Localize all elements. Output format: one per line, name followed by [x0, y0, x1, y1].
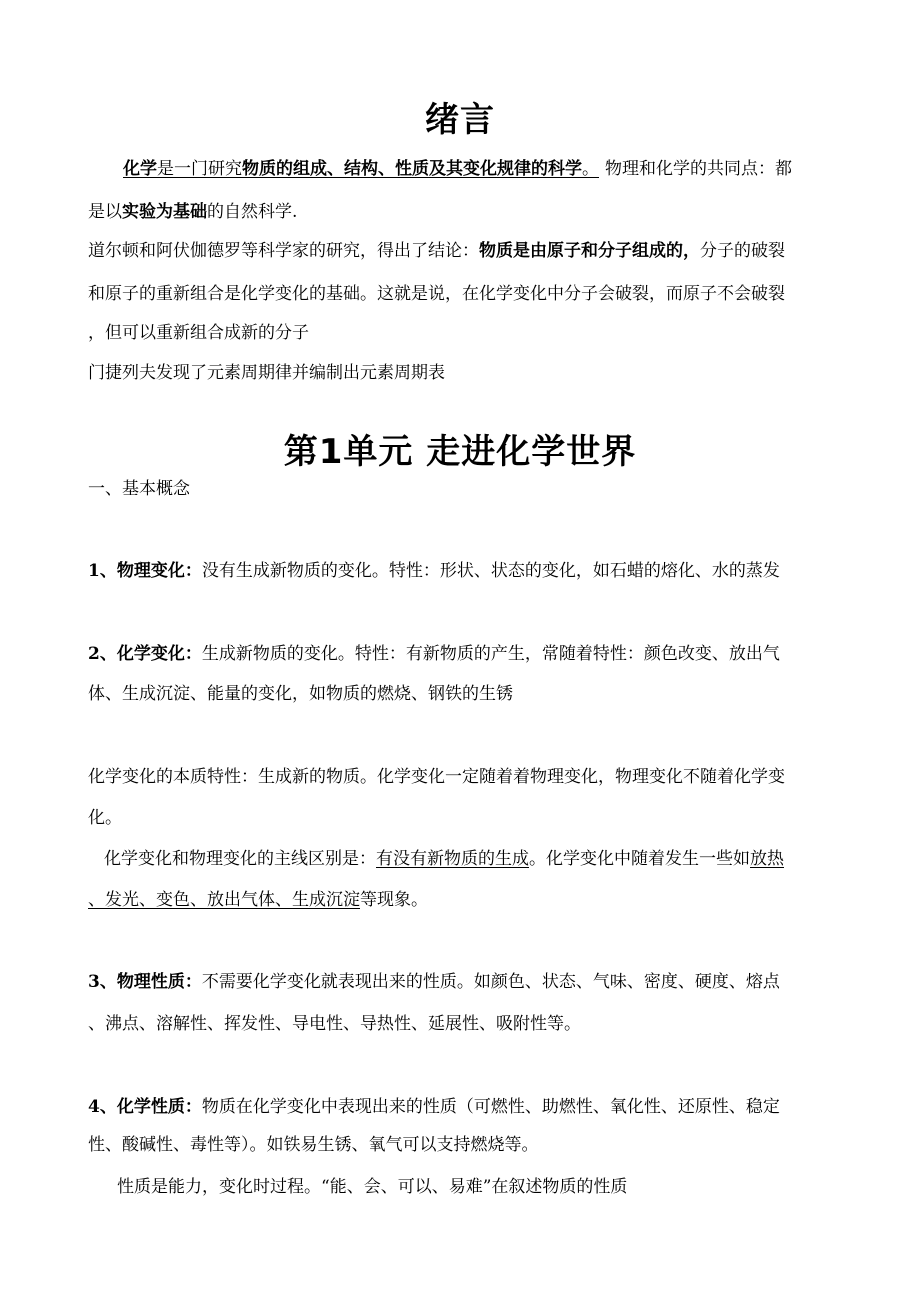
essence-line-1: 化学变化的本质特性：生成新的物质。化学变化一定随着着物理变化，物理变化不随着化学变 [88, 767, 785, 787]
intro-paragraph-2-line-2: 和原子的重新组合是化学变化的基础。这就是说，在化学变化中分子会破裂，而原子不会破裂 [88, 284, 785, 304]
phenomena-underlined-2: 、发光、变色、放出气体、生成沉淀 [88, 890, 360, 910]
atom-molecule-conclusion: 物质是由原子和分子组成的， [479, 241, 700, 261]
phenomena-underlined: 放热 [750, 849, 784, 869]
item-chemical-change-line-2: 体、生成沉淀、能量的变化，如物质的燃烧、钢铁的生锈 [88, 684, 513, 704]
text-span: 化学变化和物理变化的主线区别是： [104, 849, 376, 869]
essence-line-2: 化。 [88, 808, 122, 828]
text-span: 物质在化学变化中表现出来的性质（可燃性、助燃性、氧化性、还原性、稳定 [201, 1097, 780, 1117]
intro-title: 绪言 [425, 100, 495, 140]
property-note: 性质是能力，变化时过程。“能、会、可以、易难”在叙述物质的性质 [117, 1177, 628, 1197]
text-span: 。化学变化中随着发生一些如 [529, 849, 750, 869]
definition-end: 。 [582, 159, 599, 179]
item-physical-property-line-2: 、沸点、溶解性、挥发性、导电性、导热性、延展性、吸附性等。 [88, 1014, 581, 1034]
unit1-title: 第1单元 走进化学世界 [283, 432, 637, 472]
item-chemical-property-line-2: 性、酸碱性、毒性等）。如铁易生锈、氧气可以支持燃烧等。 [88, 1135, 539, 1155]
term-chemistry: 化学 [123, 159, 157, 179]
difference-key: 有没有新物质的生成 [376, 849, 529, 869]
text-span: 没有生成新物质的变化。特性：形状、状态的变化，如石蜡的熔化、水的蒸发 [201, 561, 780, 581]
text-span: 生成新物质的变化。特性：有新物质的产生，常随着特性：颜色改变、放出气 [201, 644, 780, 664]
item-chemical-change-line-1 [88, 643, 780, 665]
text-span: 是以 [88, 202, 122, 222]
difference-line-1 [104, 848, 784, 870]
item-physical-change-line-1 [88, 560, 780, 582]
item-physical-property-line-1 [88, 971, 780, 993]
experiment-basis: 实验为基础 [122, 202, 207, 222]
text-span: 的自然科学. [207, 202, 298, 222]
chemical-property-label: 4、化学性质： [88, 1097, 202, 1117]
intro-paragraph-2-line-1 [88, 240, 785, 262]
intro-paragraph-1-line-2 [88, 201, 297, 223]
text-span: 不需要化学变化就表现出来的性质。如颜色、状态、气味、密度、硬度、熔点 [201, 972, 780, 992]
text-span: 道尔顿和阿伏伽德罗等科学家的研究，得出了结论： [88, 241, 479, 261]
intro-paragraph-3: 门捷列夫发现了元素周期律并编制出元素周期表 [88, 363, 445, 383]
physical-change-label: 1、物理变化： [88, 561, 202, 581]
common-point-text: 物理和化学的共同点：都 [605, 159, 792, 179]
text-span: 分子的破裂 [700, 241, 785, 261]
section-heading: 一、基本概念 [88, 479, 190, 499]
physical-property-label: 3、物理性质： [88, 972, 202, 992]
intro-paragraph-1-line-1 [123, 158, 792, 180]
item-chemical-property-line-1 [88, 1096, 780, 1118]
text-span: 等现象。 [360, 890, 428, 910]
chemical-change-label: 2、化学变化： [88, 644, 202, 664]
intro-paragraph-2-line-3: ，但可以重新组合成新的分子 [88, 323, 309, 343]
definition-text: 是一门研究 [157, 159, 242, 179]
definition-key: 物质的组成、结构、性质及其变化规律的科学 [242, 159, 582, 179]
difference-line-2 [88, 889, 428, 911]
